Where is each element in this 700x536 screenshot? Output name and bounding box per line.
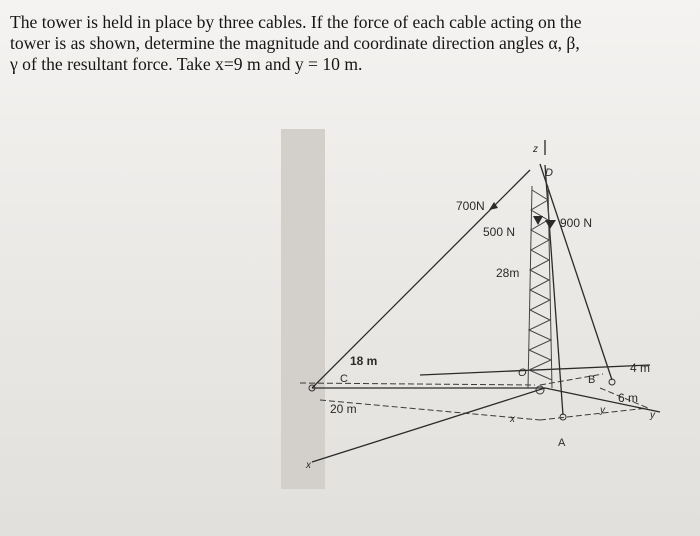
problem-line-2: tower is as shown, determine the magnitude and coordinate direction angles α, β, — [10, 33, 580, 53]
problem-line-1: The tower is held in place by three cables. If the force of each cable acting on the — [10, 12, 582, 32]
label-point-c: C — [340, 373, 348, 385]
label-dim-y: y — [600, 405, 605, 416]
label-dim-x: x — [510, 414, 515, 425]
label-tower-height: 28m — [496, 266, 520, 280]
label-point-d: D — [545, 167, 553, 179]
label-force-700n: 700N — [456, 199, 485, 213]
label-force-500n: 500 N — [483, 225, 516, 239]
label-point-a: A — [558, 437, 566, 449]
label-axis-y: y — [650, 410, 655, 421]
label-dim-18m: 18 m — [350, 354, 378, 368]
label-dim-4m: 4 m — [630, 361, 651, 375]
axis-x — [312, 388, 545, 462]
problem-line-3: γ of the resultant force. Take x=9 m and y = 10 m. — [10, 54, 363, 74]
label-axis-x: x — [306, 460, 311, 471]
label-dim-20m: 20 m — [330, 402, 357, 416]
dim-line-4m — [420, 365, 650, 375]
label-force-900n: 900 N — [560, 216, 593, 230]
wall-shadow — [281, 129, 325, 489]
arrow-900n — [545, 220, 556, 229]
label-point-o: O — [518, 367, 527, 379]
label-dim-6m: 6 m — [618, 391, 639, 405]
label-point-b: B — [588, 374, 596, 386]
figure-lines — [312, 140, 660, 462]
label-axis-z: z — [533, 144, 538, 155]
cable-ad — [545, 165, 563, 415]
